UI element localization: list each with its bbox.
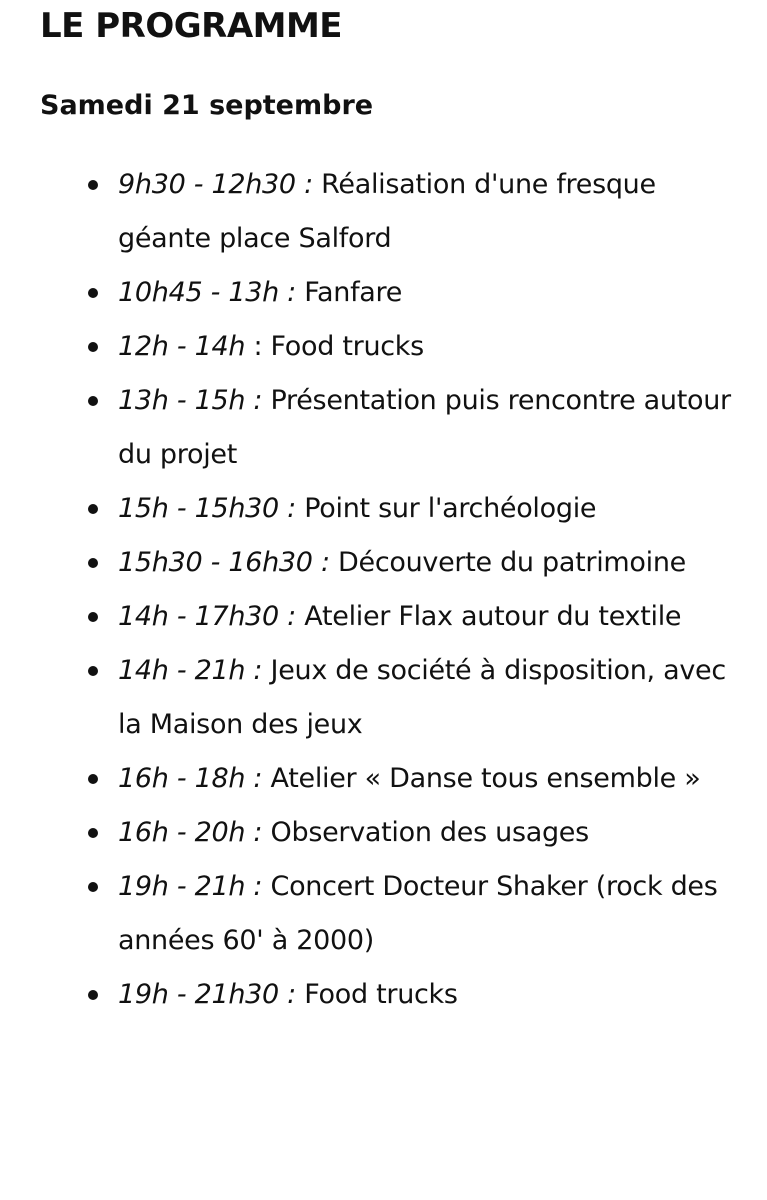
event-label: Observation des usages <box>270 817 589 848</box>
event-time: 9h30 - 12h30 : <box>118 169 313 200</box>
event-time: 14h - 21h : <box>118 655 263 686</box>
event-label: Découverte du patrimoine <box>338 547 686 578</box>
list-item <box>88 968 738 1022</box>
event-label: Concert Docteur Shaker (rock des années 60' à 2000) <box>118 871 718 956</box>
page-title: LE PROGRAMME <box>40 6 343 46</box>
event-label: Fanfare <box>304 277 403 308</box>
bullet-icon <box>88 774 98 784</box>
list-item <box>88 752 738 806</box>
bullet-icon <box>88 288 98 298</box>
list-item <box>88 158 738 266</box>
event-label: Présentation puis rencontre autour du projet <box>118 385 731 470</box>
event-time: 19h - 21h : <box>118 871 263 902</box>
event-time: 16h - 20h : <box>118 817 263 848</box>
event-time: 12h - 14h <box>118 331 246 362</box>
bullet-icon <box>88 504 98 514</box>
list-item <box>88 536 738 590</box>
event-label: Food trucks <box>304 979 458 1010</box>
event-label: Atelier Flax autour du textile <box>304 601 682 632</box>
bullet-icon <box>88 558 98 568</box>
event-label: Réalisation d'une fresque géante place Salford <box>118 169 656 254</box>
event-time: 13h - 15h : <box>118 385 263 416</box>
bullet-icon <box>88 396 98 406</box>
event-time: 15h - 15h30 : <box>118 493 296 524</box>
day-heading: Samedi 21 septembre <box>40 90 374 121</box>
list-item <box>88 806 738 860</box>
bullet-icon <box>88 990 98 1000</box>
bullet-icon <box>88 828 98 838</box>
bullet-icon <box>88 612 98 622</box>
list-item <box>88 860 738 968</box>
event-label: : Food trucks <box>253 331 424 362</box>
event-time: 19h - 21h30 : <box>118 979 296 1010</box>
event-label: Atelier « Danse tous ensemble » <box>270 763 701 794</box>
event-time: 15h30 - 16h30 : <box>118 547 330 578</box>
list-item <box>88 374 738 482</box>
event-time: 16h - 18h : <box>118 763 263 794</box>
bullet-icon <box>88 342 98 352</box>
event-label: Point sur l'archéologie <box>304 493 597 524</box>
event-time: 14h - 17h30 : <box>118 601 296 632</box>
schedule-list <box>88 158 738 1022</box>
list-item <box>88 320 738 374</box>
list-item <box>88 590 738 644</box>
bullet-icon <box>88 666 98 676</box>
list-item <box>88 482 738 536</box>
bullet-icon <box>88 882 98 892</box>
list-item <box>88 266 738 320</box>
bullet-icon <box>88 180 98 190</box>
event-time: 10h45 - 13h : <box>118 277 296 308</box>
list-item <box>88 644 738 752</box>
event-label: Jeux de société à disposition, avec la Maison des jeux <box>118 655 726 740</box>
